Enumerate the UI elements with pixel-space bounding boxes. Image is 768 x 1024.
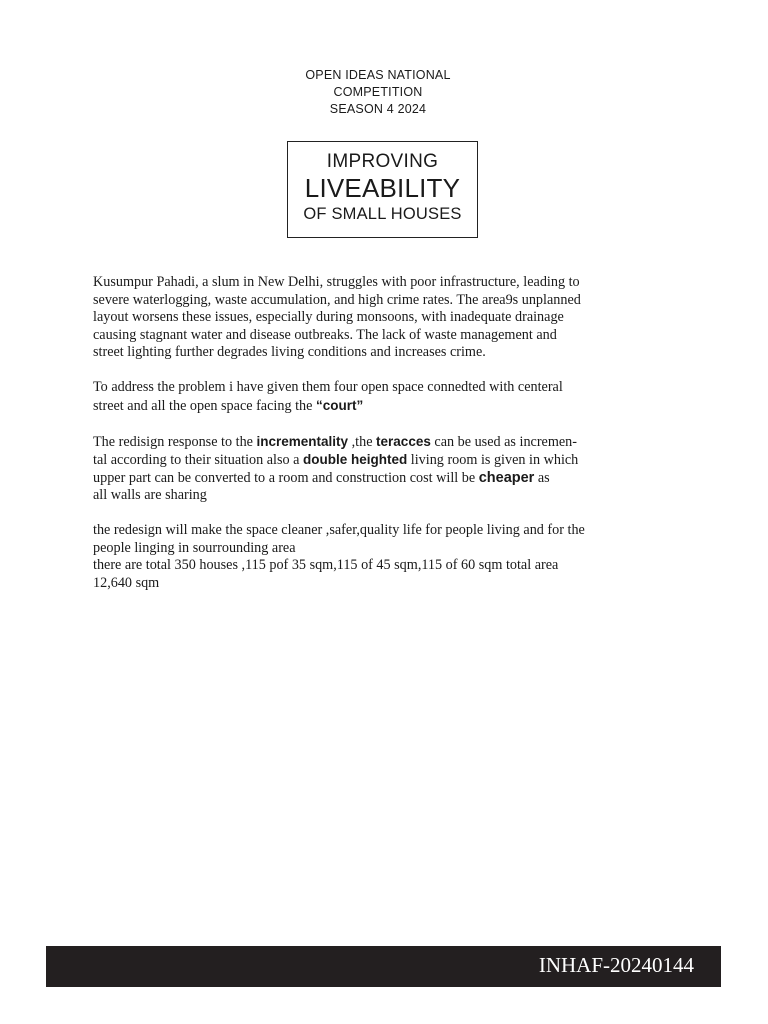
- text-run: living room is given in which: [407, 452, 579, 468]
- keyword-teracces: teracces: [376, 433, 431, 449]
- text-run: street and all the open space facing the: [93, 397, 316, 414]
- paragraph-line: [93, 397, 633, 416]
- paragraph-line: street lighting further degrades living conditions and increases crime.: [93, 344, 486, 360]
- title-line-3: OF SMALL HOUSES: [303, 205, 462, 223]
- title-line-2: LIVEABILITY: [304, 173, 461, 203]
- paragraph-line: causing stagnant water and disease outbreaks. The lack of waste management and: [93, 326, 557, 343]
- keyword-incrementality: incrementality: [256, 433, 349, 449]
- paragraph-proposal: [93, 379, 633, 415]
- paragraph-line: [93, 433, 633, 452]
- text-run: upper part can be converted to a room and construction cost will be: [93, 469, 479, 486]
- paragraph-outcome: [93, 522, 633, 592]
- paragraph-line: To address the problem i have given them four open space connedted with centeral: [93, 379, 563, 395]
- text-run: tal according to their situation also a: [93, 452, 303, 468]
- footer-bar: [46, 946, 721, 987]
- keyword-double-heighted: double heighted: [303, 452, 408, 467]
- paragraph-context: [93, 274, 633, 362]
- title-box: [287, 141, 478, 238]
- entry-id: INHAF-20240144: [538, 953, 694, 977]
- body-text: [93, 274, 633, 610]
- text-run: The redisign response to the: [93, 433, 257, 450]
- paragraph-line: [93, 470, 633, 488]
- paragraph-redesign: [93, 433, 633, 505]
- paragraph-line: people linging in sourrounding area: [93, 539, 296, 556]
- text-run: as: [534, 469, 550, 486]
- header-line-2: COMPETITION: [333, 85, 423, 99]
- keyword-court: “court”: [315, 397, 364, 413]
- header-line-1: OPEN IDEAS NATIONAL: [305, 68, 451, 82]
- title-line-1: IMPROVING: [326, 151, 439, 172]
- paragraph-line: the redesign will make the space cleaner ,safer,quality life for people living and for the: [93, 522, 585, 538]
- competition-header: [0, 67, 756, 118]
- header-line-3: SEASON 4 2024: [329, 102, 427, 116]
- paragraph-line: all walls are sharing: [93, 487, 207, 503]
- text-run: can be used as incremen-: [430, 433, 578, 450]
- keyword-cheaper: cheaper: [478, 469, 535, 486]
- text-run: ,the: [348, 433, 377, 450]
- paragraph-line: severe waterlogging, waste accumulation, and high crime rates. The area9s unplanned: [93, 291, 581, 308]
- paragraph-line: 12,640 sqm: [93, 574, 160, 591]
- paragraph-line: there are total 350 houses ,115 pof 35 sqm,115 of 45 sqm,115 of 60 sqm total area: [93, 557, 559, 573]
- paragraph-line: [93, 451, 633, 470]
- paragraph-line: layout worsens these issues, especially during monsoons, with inadequate drainage: [93, 309, 564, 325]
- paragraph-line: Kusumpur Pahadi, a slum in New Delhi, struggles with poor infrastructure, leading to: [93, 274, 580, 290]
